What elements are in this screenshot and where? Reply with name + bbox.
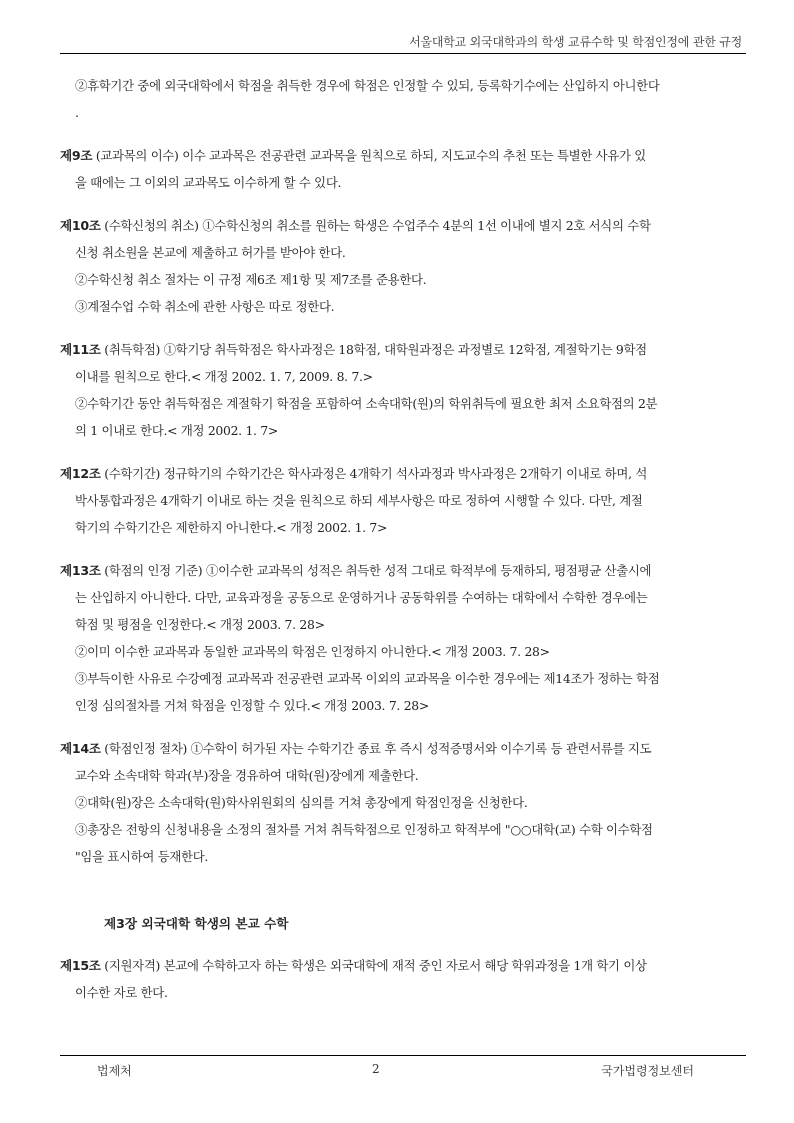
text-line: (취득학점) ①학기당 취득학점은 학사과정은 18학점, 대학원과정은 과정별로 12학점, 계절학기는 9학점 (100, 342, 647, 357)
text-line: ②이미 이수한 교과목과 동일한 교과목의 학점은 인정하지 아니한다.< 개정 2003. 7. 28> (75, 644, 550, 659)
article-12 (60, 464, 746, 538)
text-line: 인정 심의절차를 거쳐 학점을 인정할 수 있다.< 개정 2003. 7. 28> (75, 698, 429, 713)
text-line: (학점의 인정 기준) ①이수한 교과목의 성적은 취득한 성적 그대로 학적부에 등재하되, 평점평균 산출시에 (100, 563, 652, 578)
text-line: ②수학신청 취소 절차는 이 규정 제6조 제1항 및 제7조를 준용한다. (75, 272, 427, 287)
text-line: ③부득이한 사유로 수강예정 교과목과 전공관련 교과목 이외의 교과목을 이수한 경우에는 제14조가 정하는 학점 (75, 671, 660, 686)
page-number: 2 (372, 1062, 380, 1076)
article-10 (60, 216, 746, 317)
text-line: 학기의 수학기간은 제한하지 아니한다.< 개정 2002. 1. 7> (75, 520, 388, 535)
footer-divider (60, 1055, 746, 1056)
text-line: 이내를 원칙으로 한다.< 개정 2002. 1. 7, 2009. 8. 7.> (75, 369, 373, 384)
article-14 (60, 739, 746, 867)
chapter-heading: 제3장 외국대학 학생의 본교 수학 (104, 916, 289, 931)
text-line: 이수한 자로 한다. (75, 985, 168, 1000)
carryover-paragraph (60, 76, 746, 123)
text-line: 는 산입하지 아니한다. 다만, 교육과정을 공동으로 운영하거나 공동학위를 수여하는 대학에서 수학한 경우에는 (75, 590, 648, 605)
article-number: 제15조 (60, 958, 101, 973)
text-line: (학점인정 절차) ①수학이 허가된 자는 수학기간 종료 후 즉시 성적증명서와 이수기록 등 관련서류를 지도 (100, 741, 652, 756)
text-line: 박사통합과정은 4개학기 이내로 하는 것을 원칙으로 하되 세부사항은 따로 정하여 시행할 수 있다. 다만, 계절 (75, 493, 643, 508)
text-line: "임을 표시하여 등재한다. (75, 849, 209, 864)
article-number: 제10조 (60, 218, 101, 233)
text-line: 신청 취소원을 본교에 제출하고 허가를 받아야 한다. (75, 245, 346, 260)
article-9 (60, 146, 746, 193)
footer-publisher: 법제처 (97, 1064, 132, 1078)
text-line: 교수와 소속대학 학과(부)장을 경유하여 대학(원)장에게 제출한다. (75, 768, 419, 783)
text-line: ③총장은 전항의 신청내용을 소정의 절차를 거쳐 취득학점으로 인정하고 학적부에 "○○대학(교) 수학 이수학점 (75, 822, 653, 837)
article-11 (60, 340, 746, 441)
header-divider (60, 53, 746, 54)
footer-source: 국가법령정보센터 (601, 1064, 694, 1078)
document-header-title: 서울대학교 외국대학과의 학생 교류수학 및 학점인정에 관한 규정 (409, 35, 742, 49)
text-line: 의 1 이내로 한다.< 개정 2002. 1. 7> (75, 423, 278, 438)
article-number: 제9조 (60, 148, 93, 163)
article-number: 제12조 (60, 466, 101, 481)
text-line: 학점 및 평점을 인정한다.< 개정 2003. 7. 28> (75, 617, 325, 632)
text-line: (교과목의 이수) 이수 교과목은 전공관련 교과목을 원칙으로 하되, 지도교수의 추천 또는 특별한 사유가 있 (92, 148, 646, 163)
article-15 (60, 956, 746, 1003)
text-line: ②대학(원)장은 소속대학(원)학사위원회의 심의를 거쳐 총장에게 학점인정을 신청한다. (75, 795, 528, 810)
article-13 (60, 561, 746, 716)
text-line: ②수학기간 동안 취득학점은 계절학기 학점을 포함하여 소속대학(원)의 학위취득에 필요한 최저 소요학점의 2분 (75, 396, 658, 411)
text-line: 을 때에는 그 이외의 교과목도 이수하게 할 수 있다. (75, 175, 342, 190)
text-line: (수학기간) 정규학기의 수학기간은 학사과정은 4개학기 석사과정과 박사과정은 2개학기 이내로 하며, 석 (100, 466, 648, 481)
article-number: 제11조 (60, 342, 101, 357)
article-number: 제13조 (60, 563, 101, 578)
document-body (60, 76, 746, 1026)
text-line: (수학신청의 취소) ①수학신청의 취소를 원하는 학생은 수업주수 4분의 1선 이내에 별지 2호 서식의 수학 (100, 218, 651, 233)
text-line: ③계절수업 수학 취소에 관한 사항은 따로 정한다. (75, 299, 335, 314)
text-line: . (75, 105, 79, 120)
text-line: ②휴학기간 중에 외국대학에서 학점을 취득한 경우에 학점은 인정할 수 있되, 등록학기수에는 산입하지 아니한다 (75, 78, 660, 93)
article-number: 제14조 (60, 741, 101, 756)
text-line: (지원자격) 본교에 수학하고자 하는 학생은 외국대학에 재적 중인 자로서 해당 학위과정을 1개 학기 이상 (100, 958, 647, 973)
